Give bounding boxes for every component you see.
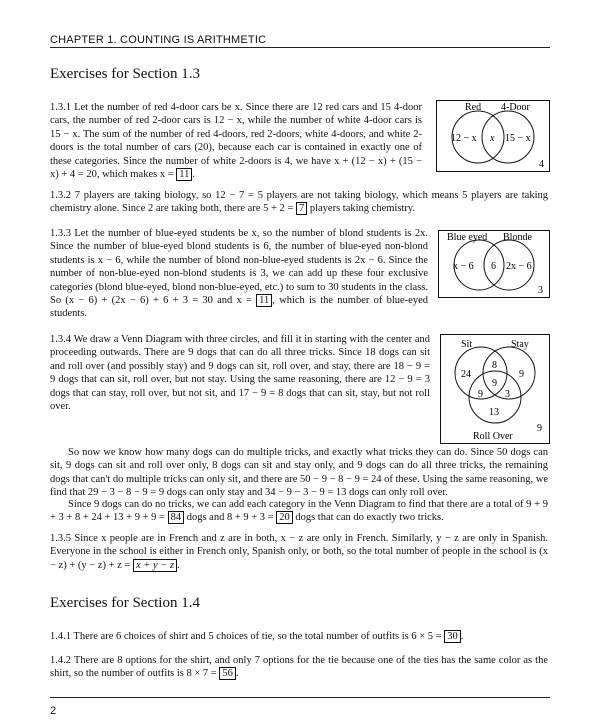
venn-students-label-right: Blonde <box>503 232 532 243</box>
exercise-end: , which is the number of blue-eyed students. <box>50 295 428 320</box>
venn-students-outside: 3 <box>538 285 543 296</box>
venn-cars-left-only: 12 − x <box>451 133 477 144</box>
exercise-1-3-1-text: 1.3.1 Let the number of red 4-door cars be x. Since there are 12 red cars and 15 4-door cars, the number of red 2-door cars is 12 − x, while the number of white 4-door cars is 15 − x. The sum of the number of red 4-doors, red 2-doors, white 4-doors, and white 2-doors is the total number of cars (20), because each car is contained in exactly one of these categories. Since the number of white 2-doors is 4, we have x + (12 − x) + (15 − x) + 4 = 20, which makes x = <box>50 102 422 181</box>
page-number: 2 <box>50 705 57 717</box>
exercise-1-3-4-part-3-text: Since 9 dogs can do no tricks, we can add each category in the Venn Diagram to find that there are a total of 9 + 9 + 3 + 8 + 24 + 13 + 9 + 9 = <box>50 499 548 524</box>
exercise-1-3-3 <box>50 227 428 321</box>
chapter-header: CHAPTER 1. COUNTING IS ARITHMETIC <box>50 34 267 46</box>
exercise-1-4-1 <box>50 630 548 643</box>
exercise-1-3-4-part-1: 1.3.4 We draw a Venn Diagram with three circles, and fill it in starting with the center and proceeding outwards. There are 9 dogs that can do all three tricks. Since 18 dogs can sit and roll over (and possibly stay) and 9 dogs can sit, roll over, and stay, there are 18 − 9 = 9 dogs that can sit, roll over, but not stay. Using the same reasoning, there are 12 − 9 = 3 dogs that can stay, roll over, but not sit, and 17 − 9 = 8 dogs that can sit, stay, but not roll over. <box>50 334 430 413</box>
venn-dogs-stay-only: 9 <box>519 369 524 380</box>
venn-diagram-cars <box>436 100 550 172</box>
venn-dogs-svg <box>441 335 549 443</box>
venn-dogs-none: 9 <box>537 423 542 434</box>
answer-box: 20 <box>276 511 293 524</box>
exercise-1-4-2 <box>50 654 548 681</box>
venn-students-both: 6 <box>491 261 496 272</box>
venn-dogs-roll-only: 13 <box>489 407 499 418</box>
venn-cars-outside: 4 <box>539 159 544 170</box>
exercise-1-3-5 <box>50 532 548 572</box>
venn-dogs-all: 9 <box>492 378 497 389</box>
venn-students-label-left: Blue eyed <box>447 232 488 243</box>
exercise-1-3-5-text: 1.3.5 Since x people are in French and z are in both, x − z are only in French. Similarly, y − z are only in Spanish. Everyone in the school is either in French only, Spanish only, or both, so the total number of people in the school is (x − z) + (y − z) + z = <box>50 533 548 571</box>
venn-students-right-only: 2x − 6 <box>506 261 532 272</box>
answer-box: 11 <box>256 294 272 307</box>
exercise-end: . <box>460 631 464 642</box>
exercise-1-3-3-text: 1.3.3 Let the number of blue-eyed students be x, so the number of blond students is 2x. Since the number of blue-eyed blond students is 6, the number of blue-eyed non-blond students is x − 6, while the number of blond non-blue-eyed students is 2x − 6. Since the number of non-blue-eyed non-blond students is 3, we can add up these four exclusive categories (blond blue-eyed, blond non-blue-eyed, etc.) to sum to 30 students in the class. So (x − 6) + (2x − 6) + 6 + 3 = 30 and x = <box>50 228 428 307</box>
answer-box: x + y − z <box>133 559 177 572</box>
venn-dogs-label-sit: Sit <box>461 339 473 350</box>
answer-box: 7 <box>296 202 307 215</box>
venn-diagram-students <box>438 230 550 298</box>
venn-cars-label-right: 4-Door <box>501 102 530 113</box>
venn-cars-svg <box>437 101 549 171</box>
venn-dogs-label-roll: Roll Over <box>473 431 513 442</box>
venn-dogs-sit-stay: 8 <box>492 360 497 371</box>
venn-dogs-label-stay: Stay <box>511 339 529 350</box>
venn-cars-label-left: Red <box>465 102 482 113</box>
answer-box: 56 <box>219 667 236 680</box>
venn-dogs-sit-only: 24 <box>461 369 471 380</box>
venn-dogs-stay-roll: 3 <box>505 389 510 400</box>
section-title-1-4: Exercises for Section 1.4 <box>50 595 200 611</box>
exercise-1-4-2-text: 1.4.2 There are 8 options for the shirt, and only 7 options for the tie because one of the ties has the same color as the shirt, so the number of outfits is 8 × 7 = <box>50 655 548 680</box>
exercise-end: . <box>177 559 180 571</box>
exercise-1-4-1-text: 1.4.1 There are 6 choices of shirt and 5 choices of tie, so the total number of outfits is 6 × 5 = <box>50 631 445 642</box>
footer-rule <box>50 697 550 698</box>
answer-box: 11 <box>176 168 192 181</box>
venn-cars-both: x <box>490 133 495 144</box>
exercise-1-3-1 <box>50 101 422 181</box>
answer-box: 84 <box>168 511 185 524</box>
exercise-1-3-4-part-2: So now we know how many dogs can do multiple tricks, and exactly what tricks they can do. Since 50 dogs can sit, 9 dogs can sit and roll over only, 8 dogs can sit and stay only, and 9 dogs can do all three tricks, the remaining dogs that can't do multiple tricks can only sit, and there are 50 − 9 − 8 − 9 = 24 of these. Using the same reasoning, we find that 29 − 3 − 8 − 9 = 9 dogs can only stay and 34 − 9 − 3 − 9 = 13 dogs can only roll over. <box>50 447 548 499</box>
venn-students-svg <box>439 231 549 297</box>
venn-diagram-dogs <box>440 334 550 444</box>
venn-dogs-sit-roll: 9 <box>478 389 483 400</box>
exercise-1-3-2 <box>50 189 548 216</box>
venn-students-left-only: x − 6 <box>453 261 474 272</box>
venn-cars-right-only: 15 − x <box>505 133 531 144</box>
exercise-1-3-4-part-3 <box>50 498 548 525</box>
exercise-end: dogs that can do exactly two tricks. <box>292 512 444 524</box>
answer-box: 30 <box>444 630 461 643</box>
exercise-end: players taking chemistry. <box>307 203 416 215</box>
exercise-end: . <box>192 169 195 181</box>
exercise-mid: dogs and 8 + 9 + 3 = <box>184 512 277 524</box>
exercise-end: . <box>235 668 239 680</box>
header-rule <box>50 47 550 48</box>
exercise-1-3-2-text: 1.3.2 7 players are taking biology, so 12 − 7 = 5 players are not taking biology, which means 5 players are taking chemistry alone. Since 2 are taking both, there are 5 + 2 = <box>50 190 548 215</box>
section-title-1-3: Exercises for Section 1.3 <box>50 66 200 82</box>
